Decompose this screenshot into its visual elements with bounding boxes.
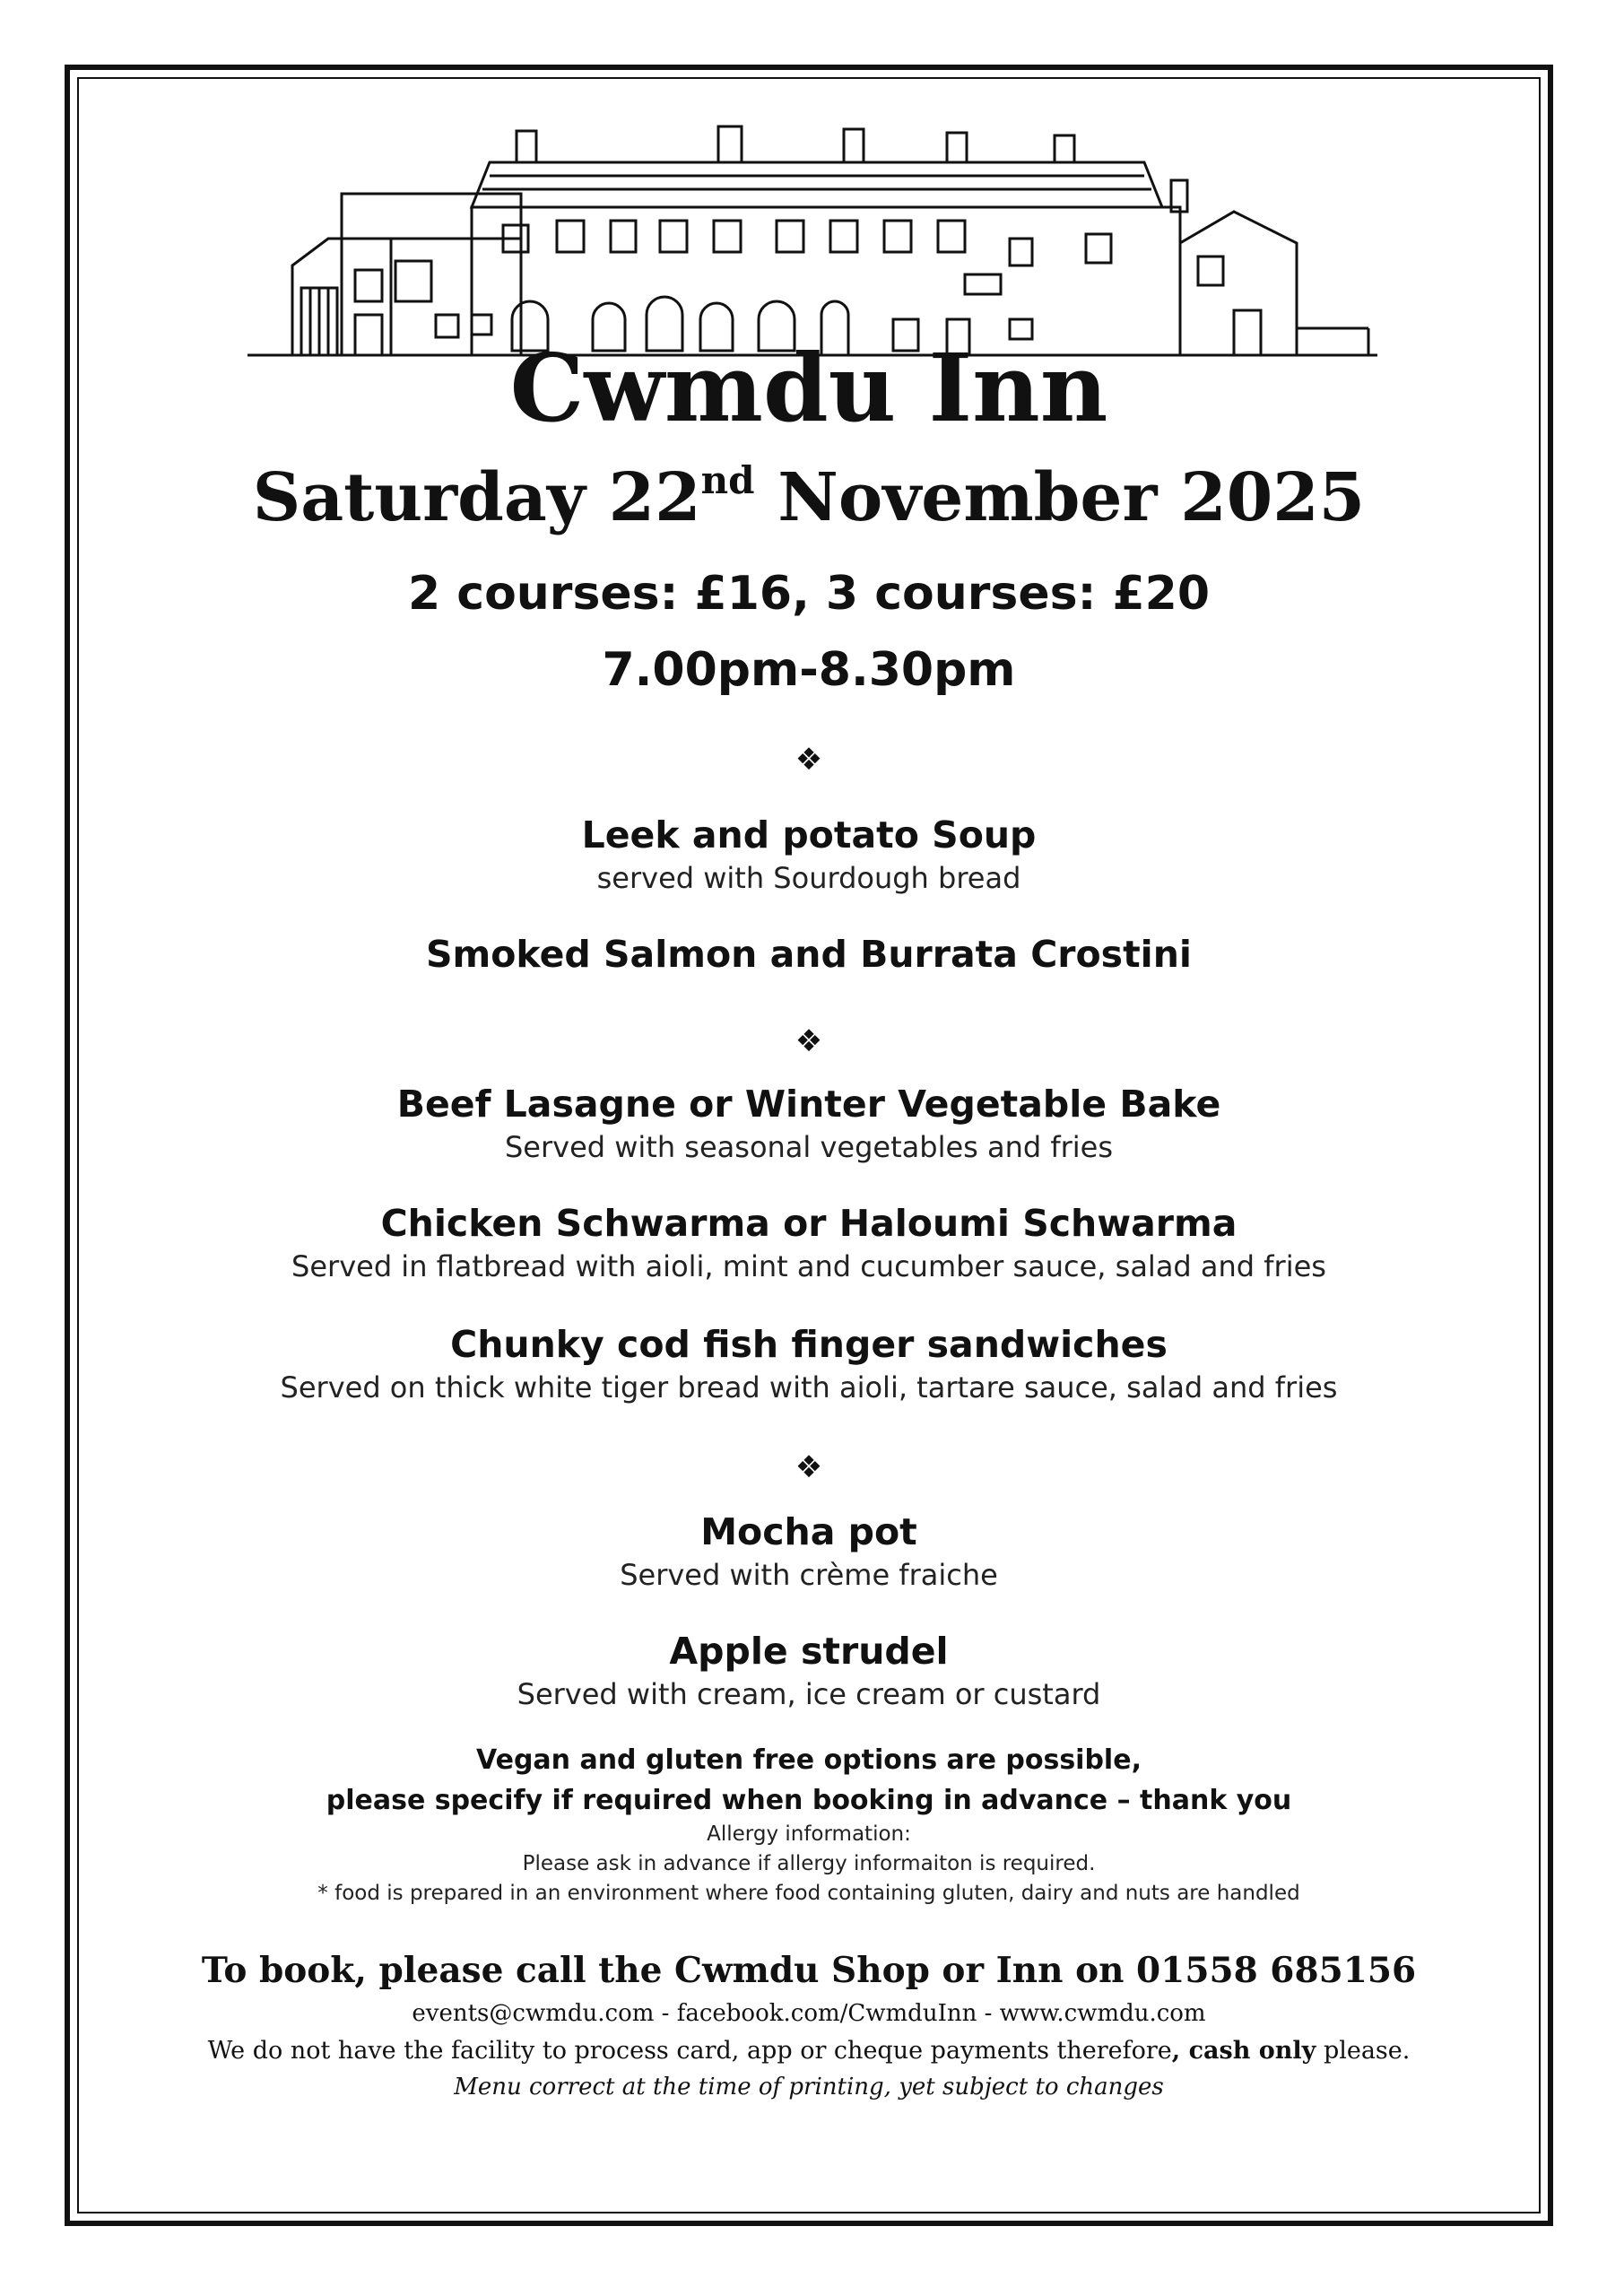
separator-2: ❖ [795,1023,823,1059]
separator-3: ❖ [795,1449,823,1485]
disclaimer-line: Menu correct at the time of printing, yet subject to changes [454,2074,1164,2100]
starter-1-name: Leek and potato Soup [581,813,1037,857]
main-1-desc: Served with seasonal vegetables and fries [504,1130,1114,1164]
payment-line [77,2039,1541,2063]
separator-1: ❖ [795,742,823,778]
venue-title: Cwmdu Inn [509,333,1108,443]
allergy-line1: Please ask in advance if allergy informaiton is required. [522,1852,1096,1875]
payment-cash-only: , cash only [1171,2037,1316,2065]
date-day: Saturday 22 [252,459,701,536]
booking-line: To book, please call the Cwmdu Shop or Inn on 01558 685156 [201,1950,1417,1991]
payment-pre: We do not have the facility to process card, app or cheque payments therefore [207,2037,1172,2065]
serving-times: 7.00pm-8.30pm [602,643,1016,697]
starter-1-desc: served with Sourdough bread [596,861,1021,895]
date-rest: November 2025 [777,459,1366,536]
course-prices: 2 courses: £16, 3 courses: £20 [407,567,1211,621]
allergy-line2: * food is prepared in an environment where food containing gluten, dairy and nuts are handled [317,1882,1300,1905]
menu-poster [77,77,1541,2213]
dessert-2-desc: Served with cream, ice cream or custard [517,1677,1101,1711]
vegan-note-line1: Vegan and gluten free options are possible, [476,1744,1142,1776]
main-3-name: Chunky cod fish finger sandwiches [450,1323,1168,1366]
main-2-name: Chicken Schwarma or Haloumi Schwarma [380,1202,1238,1245]
dessert-1-desc: Served with crème fraiche [620,1558,998,1592]
date-suffix: nd [700,458,755,502]
event-date [77,458,1541,536]
inn-building-illustration [248,95,1377,364]
contact-line: events@cwmdu.com - facebook.com/CwmduInn - www.cwmdu.com [412,2000,1206,2027]
dessert-2-name: Apple strudel [669,1630,949,1673]
dessert-1-name: Mocha pot [700,1510,917,1553]
vegan-note-line2: please specify if required when booking in advance – thank you [326,1785,1292,1816]
main-2-desc: Served in flatbread with aioli, mint and cucumber sauce, salad and fries [291,1249,1326,1283]
main-3-desc: Served on thick white tiger bread with aioli, tartare sauce, salad and fries [280,1370,1338,1405]
allergy-title: Allergy information: [707,1822,911,1846]
starter-2-name: Smoked Salmon and Burrata Crostini [426,933,1192,976]
main-1-name: Beef Lasagne or Winter Vegetable Bake [396,1083,1221,1126]
payment-post: please. [1316,2037,1411,2065]
